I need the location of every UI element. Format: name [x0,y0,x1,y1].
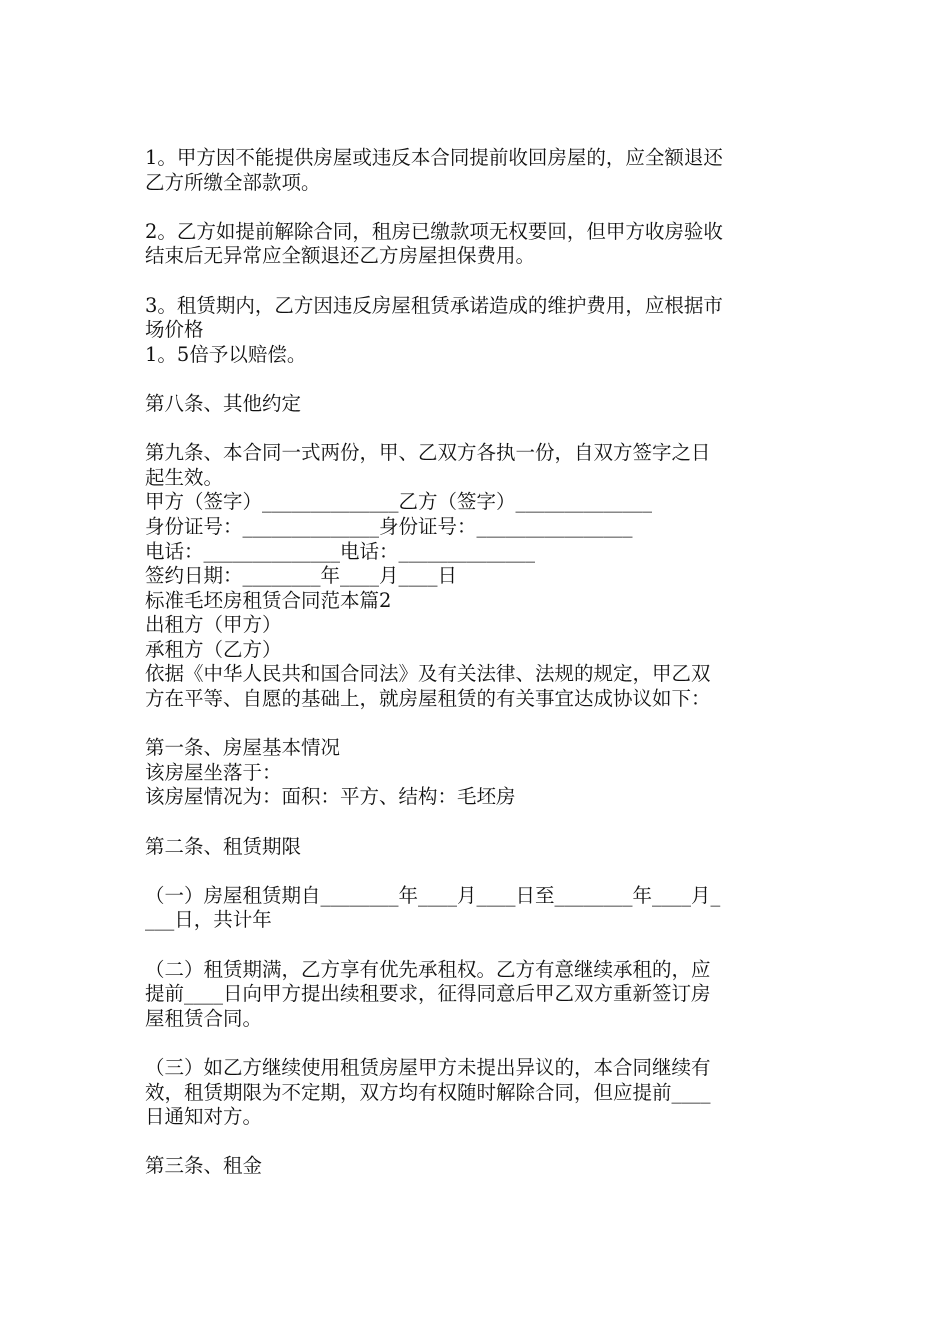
paragraph [145,441,825,712]
text-line: 第八条、其他约定 [145,391,302,415]
paragraph-gap [145,269,825,294]
paragraph-gap [145,195,825,220]
text-line: 效，租赁期限为不定期，双方均有权随时解除合同，但应提前____ [145,1080,711,1104]
text-line: 场价格 [145,318,204,342]
text-line: 该房屋情况为：面积：平方、结构：毛坯房 [145,785,516,809]
text-line: 乙方所缴全部款项。 [145,170,321,194]
paragraph [145,220,825,269]
section-heading [145,1154,825,1179]
text-line: 屋租赁合同。 [145,1006,263,1030]
text-line: 出租方（甲方） [145,613,282,637]
signature-line-date: 签约日期：________年____月____日 [145,564,458,588]
text-line: 依据《中华人民共和国合同法》及有关法律、法规的规定，甲乙双 [145,662,711,686]
text-line: 提前____日向甲方提出续租要求，征得同意后甲乙双方重新签订房 [145,982,711,1006]
text-line: ___日，共计年 [145,908,272,932]
paragraph-gap [145,367,825,392]
text-line: 第三条、租金 [145,1154,263,1178]
paragraph-gap [145,810,825,835]
text-line: 第九条、本合同一式两份，甲、乙双方各执一份，自双方签字之日 [145,441,711,465]
paragraph [145,958,825,1032]
section-heading [145,835,825,860]
signature-line-id: 身份证号：______________身份证号：________________ [145,514,633,538]
paragraph-gap [145,417,825,442]
paragraph-gap [145,1031,825,1056]
text-line: 第二条、租赁期限 [145,834,302,858]
text-line: 该房屋坐落于： [145,760,282,784]
text-line: 1。5倍予以赔偿。 [145,342,307,366]
text-line: 方在平等、自愿的基础上，就房屋租赁的有关事宜达成协议如下： [145,687,711,711]
contract-title: 标准毛坯房租赁合同范本篇2 [145,588,392,612]
paragraph [145,736,825,810]
paragraph-gap [145,859,825,884]
signature-line-phone: 电话：______________电话：______________ [145,539,536,563]
text-line: 起生效。 [145,465,224,489]
document-page [145,146,825,1179]
paragraph [145,294,825,368]
text-line: 结束后无异常应全额退还乙方房屋担保费用。 [145,244,536,268]
text-line: 承租方（乙方） [145,637,282,661]
text-line: （一）房屋租赁期自________年____月____日至________年____月_ [145,883,721,907]
paragraph [145,1056,825,1130]
text-line: 1。甲方因不能提供房屋或违反本合同提前收回房屋的，应全额退还 [145,146,723,169]
text-line: 2。乙方如提前解除合同，租房已缴款项无权要回，但甲方收房验收 [145,219,723,243]
text-line: （三）如乙方继续使用租赁房屋甲方未提出异议的，本合同继续有 [145,1055,711,1079]
paragraph [145,146,825,195]
paragraph-gap [145,712,825,737]
paragraph-gap [145,1130,825,1155]
text-line: （二）租赁期满，乙方享有优先承租权。乙方有意继续承租的，应 [145,957,711,981]
paragraph [145,884,825,933]
paragraph-gap [145,933,825,958]
section-heading [145,392,825,417]
signature-line-party: 甲方（签字）______________乙方（签字）______________ [145,490,653,514]
text-line: 3。租赁期内，乙方因违反房屋租赁承诺造成的维护费用，应根据市 [145,293,723,317]
text-line: 第一条、房屋基本情况 [145,736,341,760]
text-line: 日通知对方。 [145,1105,263,1129]
